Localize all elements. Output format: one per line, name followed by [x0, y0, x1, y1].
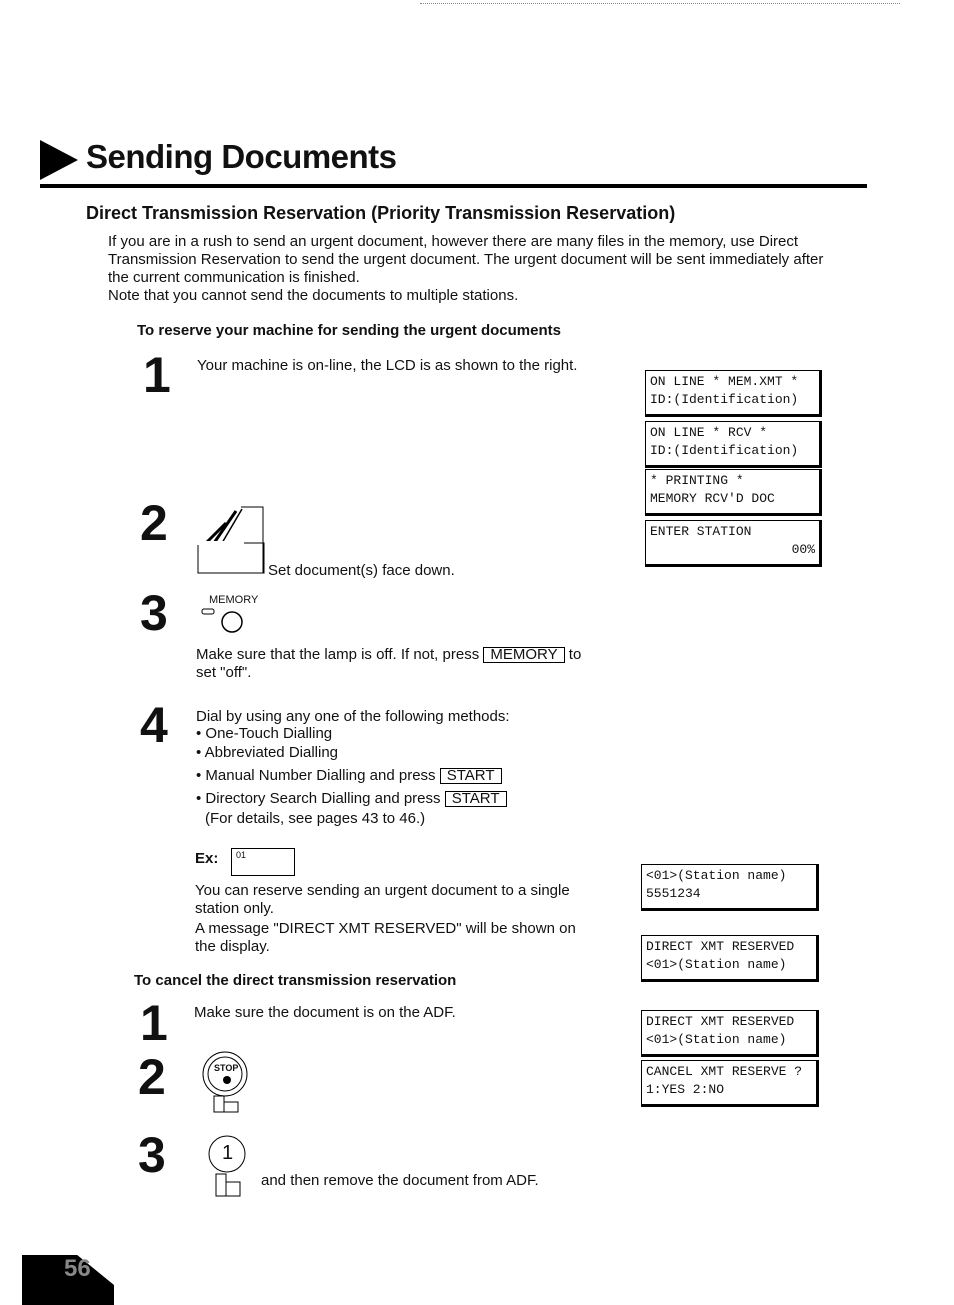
lcd-display: [641, 1060, 819, 1107]
document-feed-icon: [196, 505, 268, 577]
section-heading: Direct Transmission Reservation (Priority Transmission Reservation): [86, 203, 676, 223]
lcd-line: <01>(Station name): [646, 957, 787, 972]
start-button[interactable]: START: [445, 791, 507, 807]
reserve-heading: To reserve your machine for sending the urgent documents: [137, 322, 561, 339]
lcd-display: [645, 520, 822, 567]
step-number: 2: [138, 1049, 166, 1105]
lcd-display: [645, 370, 822, 417]
lcd-display: [641, 1010, 819, 1057]
lcd-line: 00%: [791, 542, 815, 557]
lcd-display: [645, 469, 822, 516]
details-reference: (For details, see pages 43 to 46.): [205, 810, 426, 827]
lcd-line: 1:YES 2:NO: [646, 1082, 725, 1097]
step-text: Dial by using any one of the following methods:: [196, 708, 510, 725]
note-line: A message "DIRECT XMT RESERVED" will be shown on: [195, 920, 576, 937]
step-text-part: to: [568, 646, 582, 663]
lcd-line: ON LINE * MEM.XMT *: [650, 374, 799, 389]
start-button[interactable]: START: [440, 768, 502, 784]
lcd-line: <01>(Station name): [646, 868, 787, 883]
note-line: station only.: [195, 900, 274, 917]
intro-line: If you are in a rush to send an urgent document, however there are many files in the memory, use Direct: [108, 233, 799, 250]
dial-method: • Abbreviated Dialling: [196, 744, 339, 761]
intro-paragraph: [108, 233, 853, 305]
stop-key-icon: [200, 1050, 250, 1114]
step-number: 1: [140, 995, 168, 1051]
lcd-line: ID:(Identification): [650, 443, 799, 458]
stop-key-label: STOP: [214, 1063, 239, 1073]
key-1-label: 1: [222, 1142, 234, 1164]
page-title: Sending Documents: [86, 138, 397, 175]
lcd-line: * PRINTING *: [650, 473, 744, 488]
top-border-rule: [420, 3, 900, 5]
title-arrow-icon: [40, 140, 78, 180]
lcd-display: [645, 421, 822, 468]
lcd-line: ENTER STATION: [650, 524, 752, 539]
step-text: Set document(s) face down.: [268, 562, 455, 579]
step-text: [196, 646, 581, 664]
cancel-heading: To cancel the direct transmission reservation: [134, 972, 457, 989]
one-touch-key[interactable]: 01: [231, 848, 295, 876]
note-line: the display.: [195, 938, 270, 955]
stop-key[interactable]: [200, 1050, 250, 1114]
step-text: Make sure the document is on the ADF.: [194, 1004, 456, 1021]
step-text: Your machine is on-line, the LCD is as shown to the right.: [197, 357, 578, 374]
step-text-part: Make sure that the lamp is off. If not, press: [196, 646, 480, 663]
intro-line: the current communication is finished.: [108, 269, 360, 286]
memory-key-icon: [200, 606, 250, 636]
lcd-line: 5551234: [646, 886, 701, 901]
lcd-display: [641, 864, 819, 911]
dial-method: • Directory Search Dialling and press: [196, 790, 441, 807]
intro-line: Transmission Reservation to send the urgent document. The urgent document will be sent immediately after: [108, 251, 824, 268]
page-number: 56: [64, 1255, 91, 1282]
step-number: 3: [138, 1127, 166, 1183]
lcd-display: [641, 935, 819, 982]
lcd-line: DIRECT XMT RESERVED: [646, 939, 795, 954]
step-text: and then remove the document from ADF.: [261, 1172, 539, 1189]
lcd-line: CANCEL XMT RESERVE ?: [646, 1064, 803, 1079]
title-underline: [40, 184, 867, 188]
example-label: Ex:: [195, 850, 219, 867]
lcd-line: ID:(Identification): [650, 392, 799, 407]
lcd-line: MEMORY RCV'D DOC: [650, 491, 775, 506]
memory-key-label: MEMORY: [209, 594, 259, 606]
note-line: You can reserve sending an urgent document to a single: [195, 882, 570, 899]
intro-note: Note that you cannot send the documents to multiple stations.: [108, 287, 519, 304]
step-number: 2: [140, 495, 168, 551]
key-1[interactable]: [200, 1134, 256, 1200]
lcd-line: <01>(Station name): [646, 1032, 787, 1047]
dial-method-row: [196, 767, 502, 785]
step-number: 3: [140, 585, 168, 641]
step-number: 1: [143, 347, 171, 403]
dial-method: • Manual Number Dialling and press: [196, 767, 436, 784]
lcd-line: DIRECT XMT RESERVED: [646, 1014, 795, 1029]
lcd-line: ON LINE * RCV *: [650, 425, 768, 440]
dial-method-row: [196, 790, 507, 808]
step-number: 4: [140, 697, 168, 753]
dial-method: • One-Touch Dialling: [196, 725, 333, 742]
step-text: set "off".: [196, 664, 252, 681]
memory-button[interactable]: MEMORY: [483, 647, 564, 663]
